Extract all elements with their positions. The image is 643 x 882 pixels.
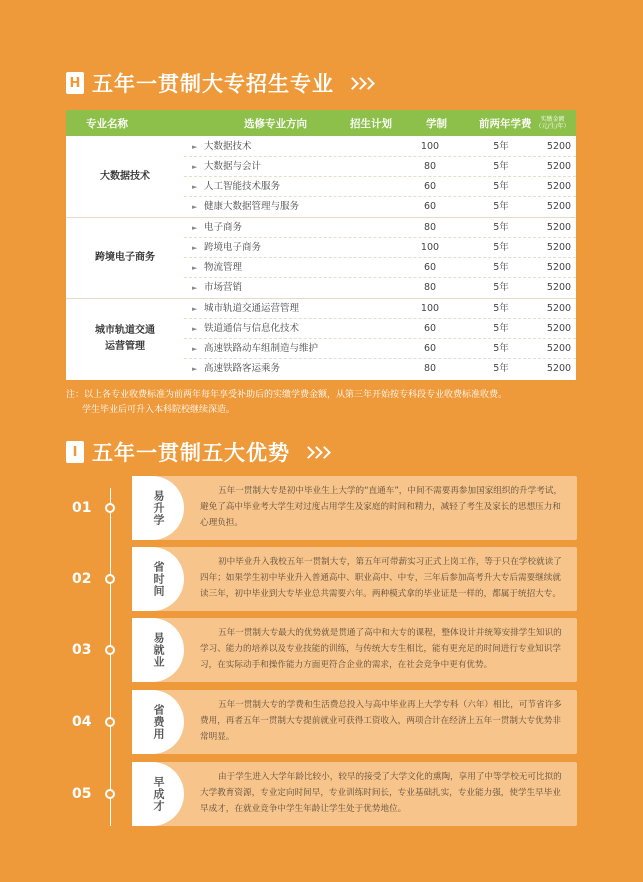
advantage-number: 03: [72, 642, 92, 658]
majors-table: [66, 110, 576, 380]
fee-cell: 5200: [546, 201, 572, 212]
arrow-icon: ►: [192, 264, 198, 272]
fee-cell: 5200: [546, 303, 572, 314]
fee-cell: 5200: [546, 161, 572, 172]
major-name: [66, 298, 184, 379]
plan-cell: 60: [423, 201, 437, 212]
direction-cell: 电子商务: [204, 222, 243, 233]
advantage-number: 05: [72, 786, 92, 802]
length-cell: 5年: [493, 262, 509, 273]
fee-cell: 5200: [546, 141, 572, 152]
timeline-line: [110, 488, 111, 826]
arrow-icon: ►: [192, 143, 198, 151]
header-fee: [479, 110, 571, 136]
direction-cell: 高速铁路动车组制造与维护: [204, 343, 319, 354]
direction-cell: 人工智能技术服务: [204, 181, 281, 192]
length-cell: 5年: [493, 141, 509, 152]
table-row: [184, 197, 576, 217]
table-row: [184, 359, 576, 379]
advantage-card: [132, 476, 577, 540]
plan-cell: 60: [423, 181, 437, 192]
row-divider: [184, 156, 576, 157]
section-heading-advantages: [66, 437, 328, 467]
plan-cell: 100: [420, 242, 440, 253]
major-group: [66, 136, 576, 217]
plan-cell: 80: [423, 222, 437, 233]
advantage-card: [132, 618, 577, 682]
length-cell: 5年: [493, 181, 509, 192]
arrow-icon: ►: [192, 244, 198, 252]
plan-cell: 60: [423, 343, 437, 354]
header-direction: 选修专业方向: [244, 117, 307, 130]
direction-cell: 市场营销: [204, 282, 243, 293]
plan-cell: 80: [423, 161, 437, 172]
direction-cell: 铁道通信与信息化技术: [204, 323, 300, 334]
fee-cell: 5200: [546, 242, 572, 253]
advantage-card: [132, 690, 577, 754]
plan-cell: 60: [423, 262, 437, 273]
table-header: [66, 110, 576, 136]
arrow-icon: ►: [192, 305, 198, 313]
advantage-text: 五年一贯制大专的学费和生活费总投入与高中毕业再上大学专科（六年）相比，可节省许多费用，再者五年一贯制大专提前就业可获得工资收入，两项合计在经济上五年一贯制大专优势非常明显。: [200, 700, 562, 742]
section-title: 五年一贯制大专招生专业: [92, 72, 334, 96]
advantage-text: 初中毕业升入我校五年一贯制大专，第五年可带薪实习正式上岗工作，等于只在学校就读了四年；如果学生初中毕业升入普通高中、职业高中、中专，三年后参加高考升大专后需要继续就读三年，初中毕业到大专毕业总共需要六年。两种模式拿的毕业证是一样的，都属于统招大专。: [200, 557, 562, 599]
fee-cell: 5200: [546, 363, 572, 374]
row-divider: [184, 176, 576, 177]
length-cell: 5年: [493, 161, 509, 172]
major-group: [66, 217, 576, 298]
direction-cell: 大数据与会计: [204, 161, 262, 172]
plan-cell: 60: [423, 323, 437, 334]
arrow-icon: ►: [192, 203, 198, 211]
table-row: [184, 258, 576, 278]
footnote-line-1: 注：以上各专业收费标准为前两年每年享受补助后的实缴学费金额，从第三年开始按专科段专业收费标准收费。: [66, 390, 508, 400]
chevrons-icon: [304, 448, 328, 457]
group-divider: [66, 217, 576, 218]
advantage-text: 五年一贯制大专是初中毕业生上大学的“直通车”，中间不需要再参加国家组织的升学考试，避免了高中毕业考大学生对过度占用学生及家庭的时间和精力，减轻了考生及家长的思想压力和心理负担。: [200, 486, 563, 528]
fee-cell: 5200: [546, 323, 572, 334]
arrow-icon: ►: [192, 163, 198, 171]
header-fee-note: 实缴金额（元/生/年）: [535, 116, 570, 130]
table-row: [184, 218, 576, 238]
advantage-label: 易升学: [152, 490, 165, 526]
advantage-tab: [132, 476, 184, 540]
fee-cell: 5200: [546, 343, 572, 354]
advantage-label: 省费用: [152, 704, 165, 740]
direction-cell: 高速铁路客运乘务: [204, 363, 281, 374]
table-row: [184, 339, 576, 359]
major-name-line: 运营管理: [105, 340, 145, 352]
row-divider: [184, 196, 576, 197]
table-footnote: [66, 388, 586, 418]
advantage-text: 五年一贯制大专最大的优势就是贯通了高中和大专的课程，整体设计并统筹安排学生知识的学习、能力的培养以及专业技能的训练，与传统大专生相比，能有更充足的时间进行专业知识学习，在实际动手和操作能力方面更符合企业的需求，在社会竞争中更有优势。: [200, 628, 562, 670]
table-row: [184, 299, 576, 319]
length-cell: 5年: [493, 222, 509, 233]
group-divider: [66, 298, 576, 299]
fee-cell: 5200: [546, 181, 572, 192]
advantage-card: [132, 762, 577, 826]
header-length: 学制: [426, 117, 447, 130]
arrow-icon: ►: [192, 365, 198, 373]
major-name: 大数据技术: [100, 170, 150, 182]
table-row: [184, 278, 576, 298]
advantage-tab: [132, 618, 184, 682]
length-cell: 5年: [493, 363, 509, 374]
chevrons-icon: [348, 79, 372, 88]
major-name: 跨境电子商务: [95, 251, 155, 263]
length-cell: 5年: [493, 343, 509, 354]
section-title: 五年一贯制五大优势: [92, 441, 290, 465]
advantage-text: 由于学生进入大学年龄比较小，较早的接受了大学文化的熏陶，享用了中等学校无可比拟的大学教育资源，专业定向时间早，专业训练时间长，专业基础扎实，专业能力强，使学生早毕业早成才，在就业竞争中学生年龄让学生处于优势地位。: [200, 772, 562, 814]
table-row: [184, 238, 576, 258]
table-row: [184, 137, 576, 157]
fee-cell: 5200: [546, 262, 572, 273]
table-row: [184, 177, 576, 197]
fee-cell: 5200: [546, 222, 572, 233]
timeline-dot: [105, 717, 115, 727]
section-i-icon: I: [66, 441, 84, 463]
fee-cell: 5200: [546, 282, 572, 293]
advantage-tab: [132, 762, 184, 826]
direction-cell: 物流管理: [204, 262, 243, 273]
major-group: [66, 298, 576, 379]
advantage-card: [132, 547, 577, 611]
plan-cell: 80: [423, 282, 437, 293]
advantage-number: 04: [72, 714, 92, 730]
timeline-dot: [105, 789, 115, 799]
footnote-line-2: 学生毕业后可升入本科院校继续深造。: [82, 405, 236, 415]
section-heading-majors: [66, 68, 372, 98]
advantage-label: 省时间: [152, 561, 165, 597]
length-cell: 5年: [493, 201, 509, 212]
direction-cell: 城市轨道交通运营管理: [204, 303, 300, 314]
section-h-icon: H: [66, 72, 84, 94]
arrow-icon: ►: [192, 345, 198, 353]
table-row: [184, 157, 576, 177]
advantage-number: 02: [72, 571, 92, 587]
plan-cell: 100: [420, 303, 440, 314]
row-divider: [184, 358, 576, 359]
header-plan: 招生计划: [350, 117, 392, 130]
direction-cell: 大数据技术: [204, 141, 252, 152]
advantage-number: 01: [72, 500, 92, 516]
header-major: 专业名称: [86, 117, 128, 130]
timeline-dot: [105, 645, 115, 655]
timeline-dot: [105, 503, 115, 513]
row-divider: [184, 237, 576, 238]
length-cell: 5年: [493, 282, 509, 293]
advantage-label: 早成才: [152, 776, 165, 812]
table-row: [184, 319, 576, 339]
plan-cell: 100: [420, 141, 440, 152]
table-body: [66, 136, 576, 380]
row-divider: [184, 338, 576, 339]
timeline-dot: [105, 574, 115, 584]
row-divider: [184, 257, 576, 258]
arrow-icon: ►: [192, 284, 198, 292]
advantage-tab: [132, 690, 184, 754]
plan-cell: 80: [423, 363, 437, 374]
length-cell: 5年: [493, 323, 509, 334]
advantage-label: 易就业: [152, 632, 165, 668]
arrow-icon: ►: [192, 224, 198, 232]
major-name-line: 城市轨道交通: [95, 324, 155, 336]
advantage-tab: [132, 547, 184, 611]
row-divider: [184, 318, 576, 319]
arrow-icon: ►: [192, 325, 198, 333]
length-cell: 5年: [493, 242, 509, 253]
direction-cell: 健康大数据管理与服务: [204, 201, 300, 212]
length-cell: 5年: [493, 303, 509, 314]
direction-cell: 跨境电子商务: [204, 242, 262, 253]
row-divider: [184, 277, 576, 278]
arrow-icon: ►: [192, 183, 198, 191]
header-fee-label: 前两年学费: [479, 117, 532, 130]
